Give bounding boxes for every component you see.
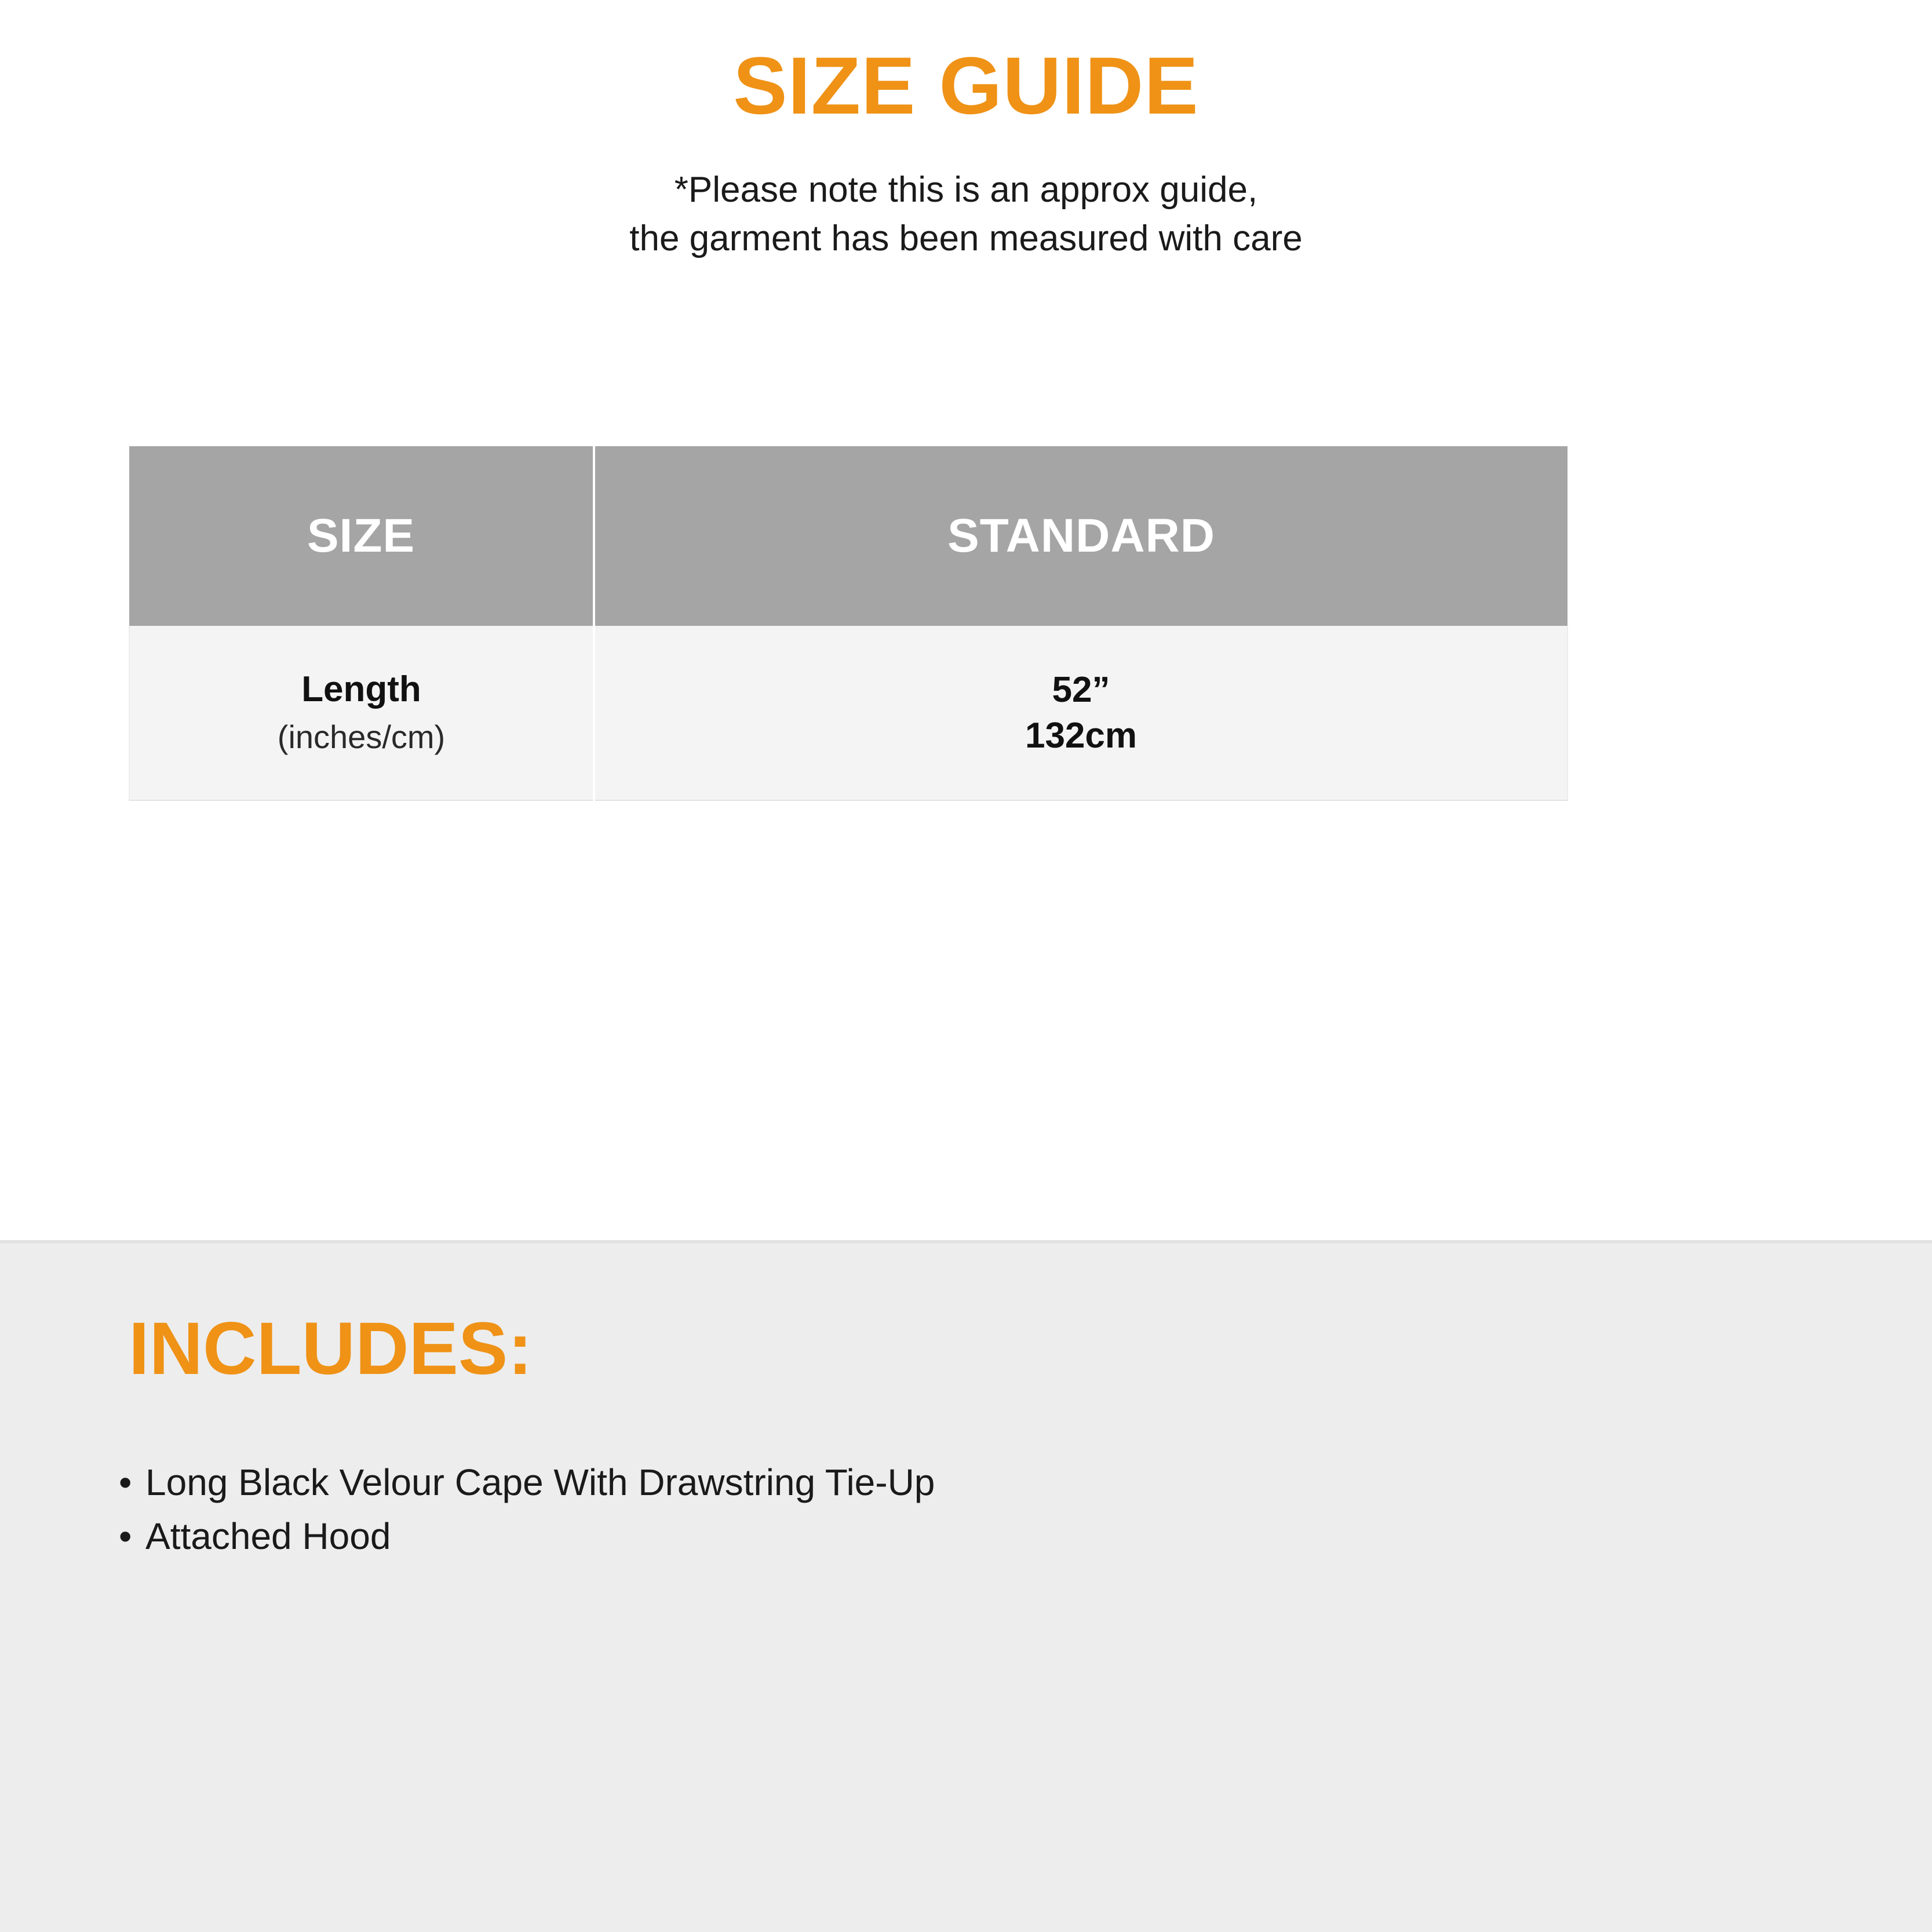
includes-section (0, 1240, 1932, 1932)
row-label-length: Length (301, 669, 421, 709)
list-item (119, 1510, 1932, 1563)
row-label-cell (129, 626, 594, 800)
size-table-head (129, 446, 1568, 626)
list-item-label: Long Black Velour Cape With Drawstring Tie-Up (145, 1461, 935, 1503)
table-row (129, 626, 1568, 800)
bullet-icon: • (119, 1461, 132, 1503)
value-centimeters: 132cm (1025, 716, 1138, 756)
list-item-label: Attached Hood (145, 1515, 391, 1557)
includes-title: INCLUDES: (129, 1307, 533, 1390)
list-item (119, 1456, 1932, 1510)
size-table-body (129, 626, 1568, 800)
page-title: SIZE GUIDE (733, 40, 1199, 131)
row-label-units: (inches/cm) (277, 719, 446, 756)
column-header-size: SIZE (129, 446, 594, 626)
note-line-2: the garment has been measured with care (629, 218, 1303, 259)
bullet-icon: • (119, 1515, 132, 1557)
includes-list (0, 1386, 1932, 1563)
table-header-row (129, 446, 1568, 626)
row-value-cell-standard (594, 626, 1568, 800)
size-table-container (129, 446, 1568, 801)
approx-guide-note (0, 126, 1932, 264)
column-header-standard: STANDARD (594, 446, 1568, 626)
value-inches: 52” (1052, 669, 1110, 710)
size-table (129, 446, 1568, 801)
note-line-1: *Please note this is an approx guide, (674, 170, 1258, 210)
